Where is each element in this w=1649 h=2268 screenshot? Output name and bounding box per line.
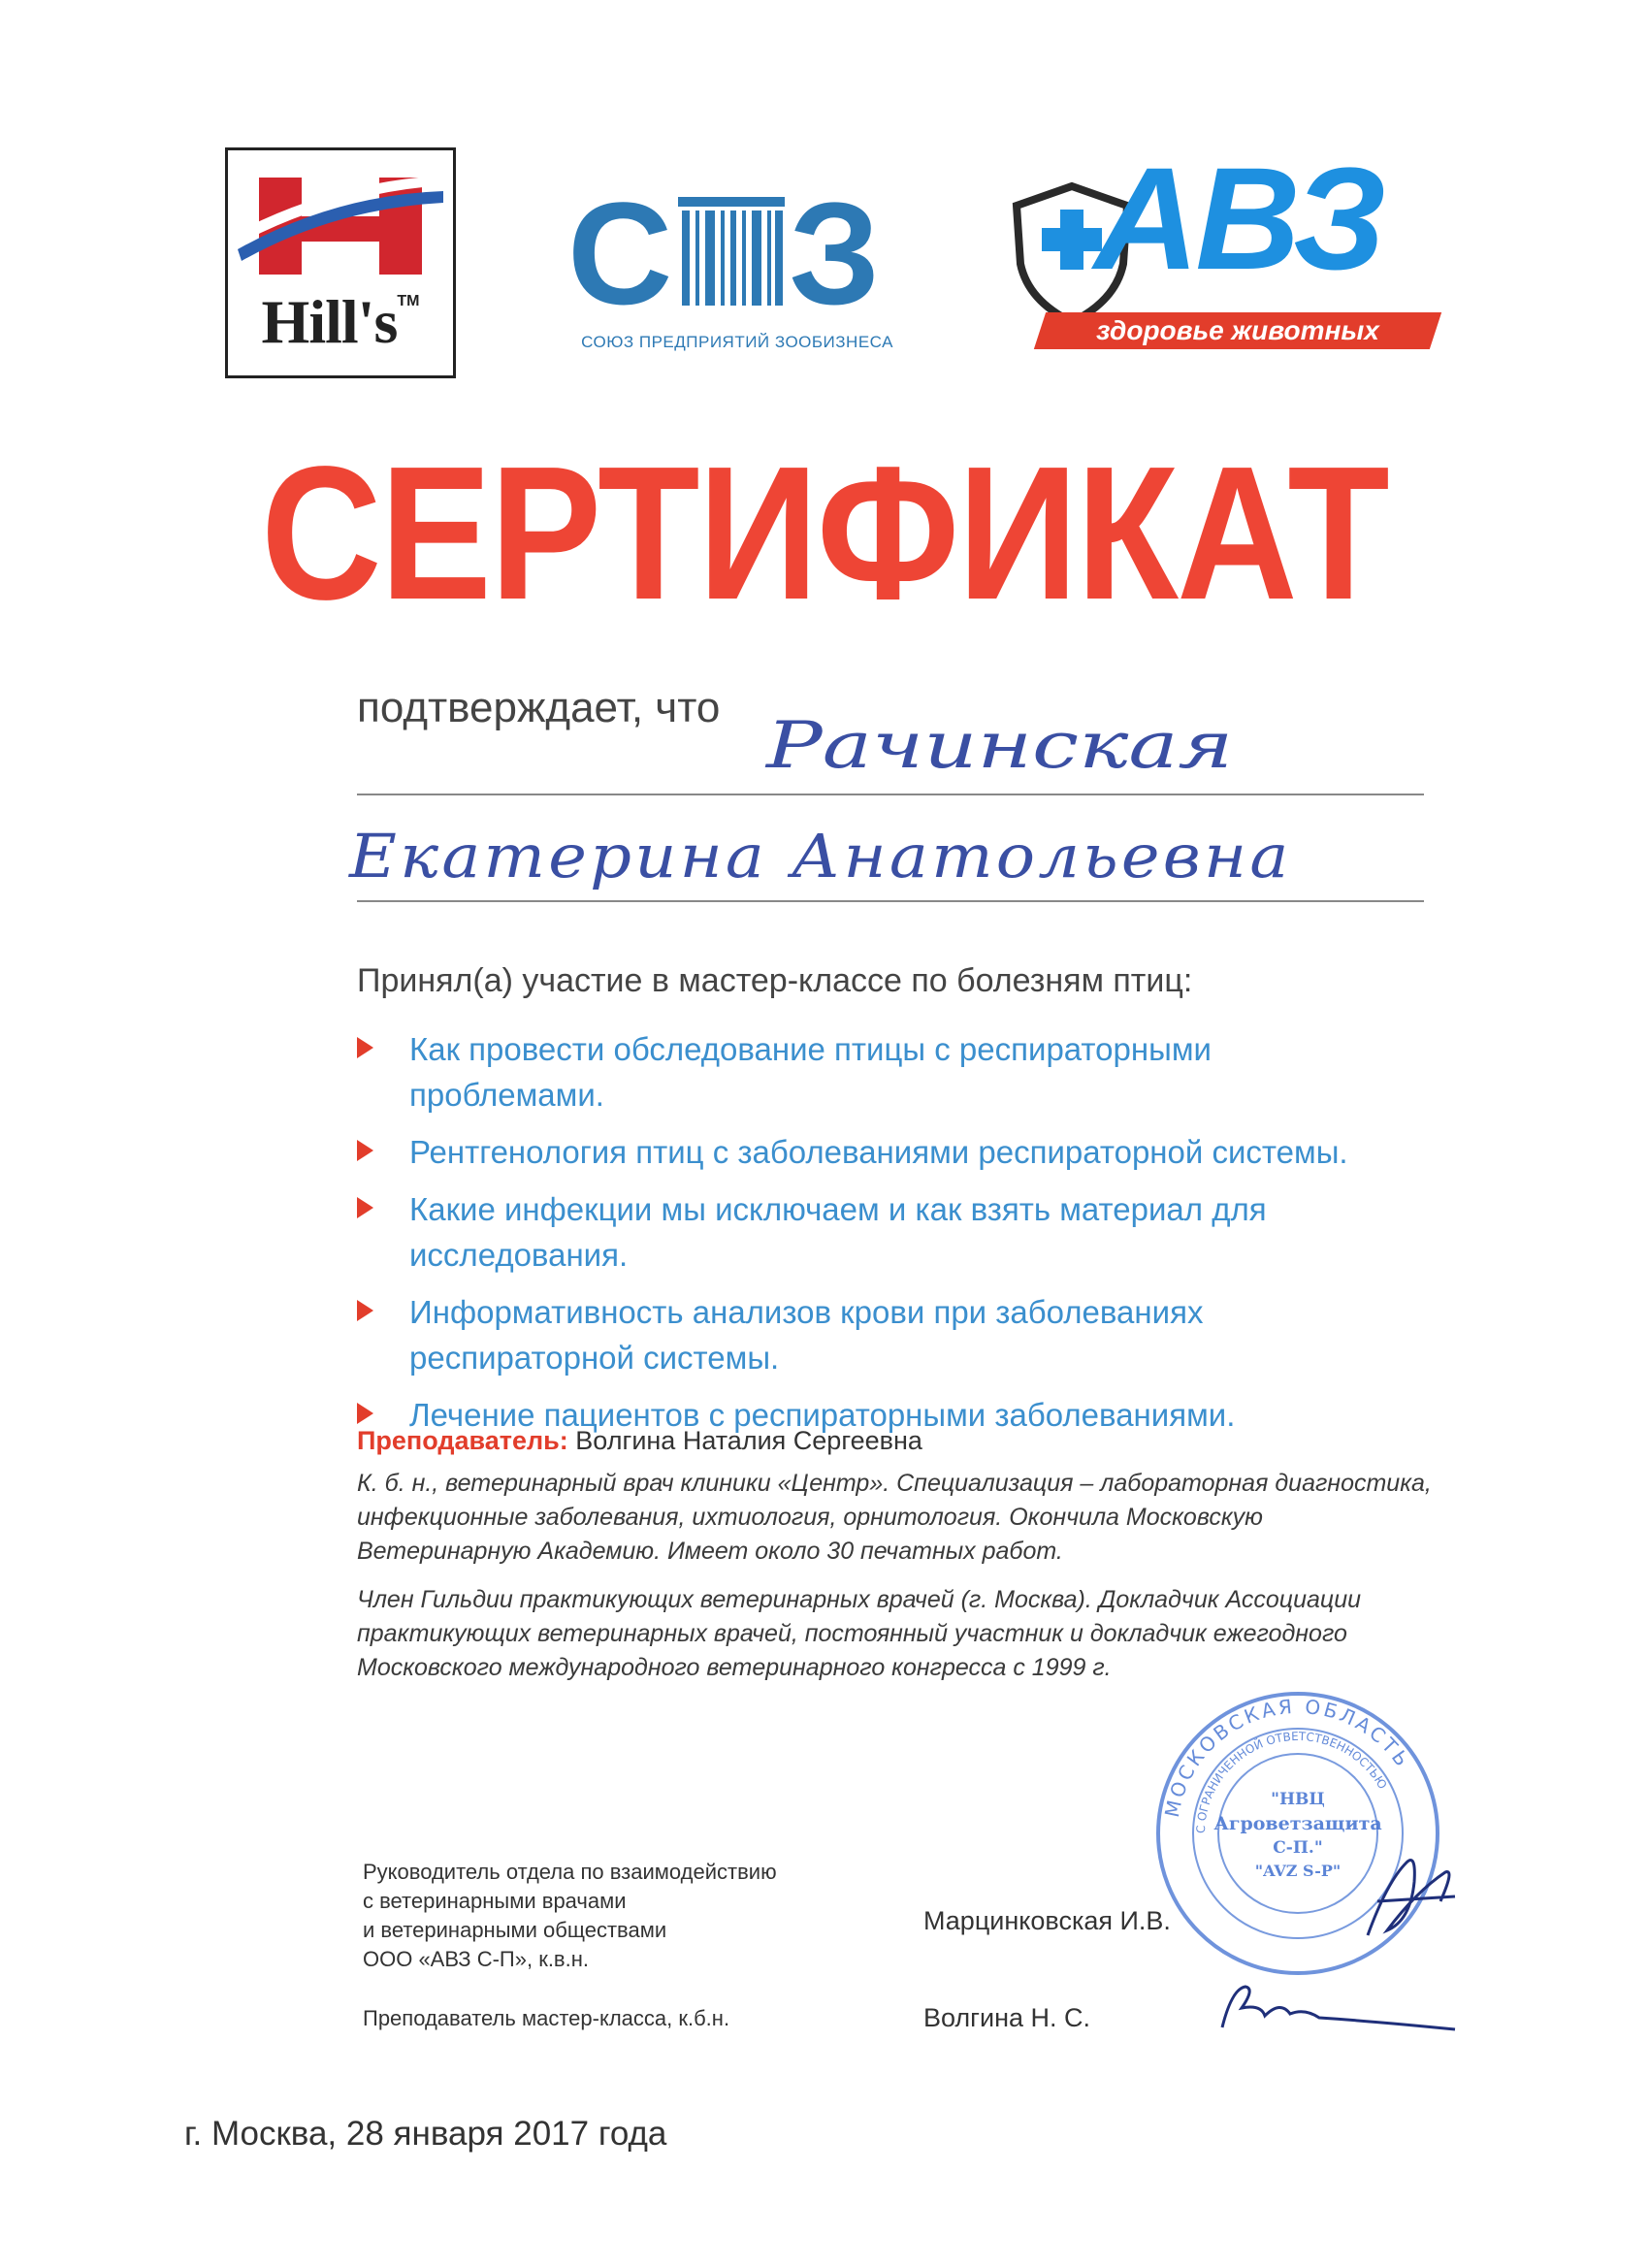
teacher-label: Преподаватель: <box>357 1426 568 1455</box>
teacher-bio-2: Член Гильдии практикующих ветеринарных врачей (г. Москва). Докладчик Ассоциации практикующих ветеринарных врачей, постоянный участник и докладчик ежегодного Московского международного ветеринарного конгресса с 1999 г. <box>357 1586 1361 1681</box>
list-item: Как провести обследование птицы с респираторными проблемами. <box>357 1026 1472 1118</box>
hills-tm-mark: TM <box>397 293 420 309</box>
recipient-surname: Рачинская <box>766 708 1234 783</box>
list-item: Рентгенология птиц с заболеваниями респираторной системы. <box>357 1129 1472 1175</box>
hills-emblem-icon <box>228 156 453 292</box>
triangle-bullet-icon <box>357 1037 373 1058</box>
signatory-2-name: Волгина Н. С. <box>923 2003 1091 2032</box>
list-item: Какие инфекции мы исключаем и как взять материал для исследования. <box>357 1186 1472 1278</box>
signatory-2-role: Преподаватель мастер-класса, к.б.н. <box>363 2006 730 2030</box>
signatory-1-role: Руководитель отдела по взаимодействию с ветеринарными врачами и ветеринарными обществами ООО «АВЗ С-П», к.в.н. <box>363 1860 777 1971</box>
name-line-2 <box>357 900 1424 902</box>
teacher-line <box>357 1426 922 1456</box>
confirm-text: подтверждает, что <box>357 684 721 731</box>
triangle-bullet-icon <box>357 1300 373 1321</box>
signatory-1-name: Марцинковская И.В. <box>923 1906 1171 1935</box>
triangle-bullet-icon <box>357 1140 373 1161</box>
topic-list <box>357 1026 1472 1449</box>
teacher-bio-1: К. б. н., ветеринарный врач клиники «Центр». Специализация – лабораторная диагностика, инфекционные заболевания, ихтиология, орнитология. Окончила Московскую Ветеринарную Академию. Имеет около 30 печатных работ. <box>357 1470 1432 1565</box>
spz-letter-left: С <box>567 172 675 335</box>
stamp-line-1: "НВЦ <box>1271 1790 1325 1809</box>
triangle-bullet-icon <box>357 1403 373 1424</box>
certificate-title: СЕРТИФИКАТ <box>261 427 1388 639</box>
stamp-line-3: С-П." <box>1273 1838 1323 1858</box>
name-line-1 <box>357 794 1424 795</box>
participation-intro: Принял(а) участие в мастер-классе по болезням птиц: <box>357 962 1193 999</box>
stamp-ring-outer: МОСКОВСКАЯ ОБЛАСТЬ <box>1159 1694 1416 1820</box>
avz-logo-word: АВЗ <box>1094 137 1383 300</box>
hills-logo <box>225 147 456 378</box>
stamp-line-4: "AVZ S-P" <box>1254 1862 1342 1880</box>
barcode-icon <box>674 197 789 304</box>
signature-2 <box>1212 1979 1465 2037</box>
spz-letter-right: З <box>789 172 883 335</box>
teacher-name: Волгина Наталия Сергеевна <box>575 1426 922 1455</box>
list-item: Информативность анализов крови при заболеваниях респираторной системы. <box>357 1289 1472 1380</box>
place-date: г. Москва, 28 января 2017 года <box>184 2115 667 2153</box>
list-item: Лечение пациентов с респираторными заболеваниями. <box>357 1392 1472 1438</box>
signature-1 <box>1348 1843 1465 1950</box>
triangle-bullet-icon <box>357 1197 373 1218</box>
spz-logo <box>567 172 883 335</box>
avz-tagline: здоровье животных <box>1096 315 1379 345</box>
recipient-first-name: Екатерина Анатольевна <box>349 821 1292 891</box>
stamp-ring-inner: С ОГРАНИЧЕННОЙ ОТВЕТСТВЕННОСТЬЮ <box>1193 1729 1390 1834</box>
spz-caption: СОЮЗ ПРЕДПРИЯТИЙ ЗООБИЗНЕСА <box>581 333 893 351</box>
stamp-line-2: Агроветзащита <box>1213 1813 1382 1834</box>
hills-word: Hill's <box>261 287 398 356</box>
